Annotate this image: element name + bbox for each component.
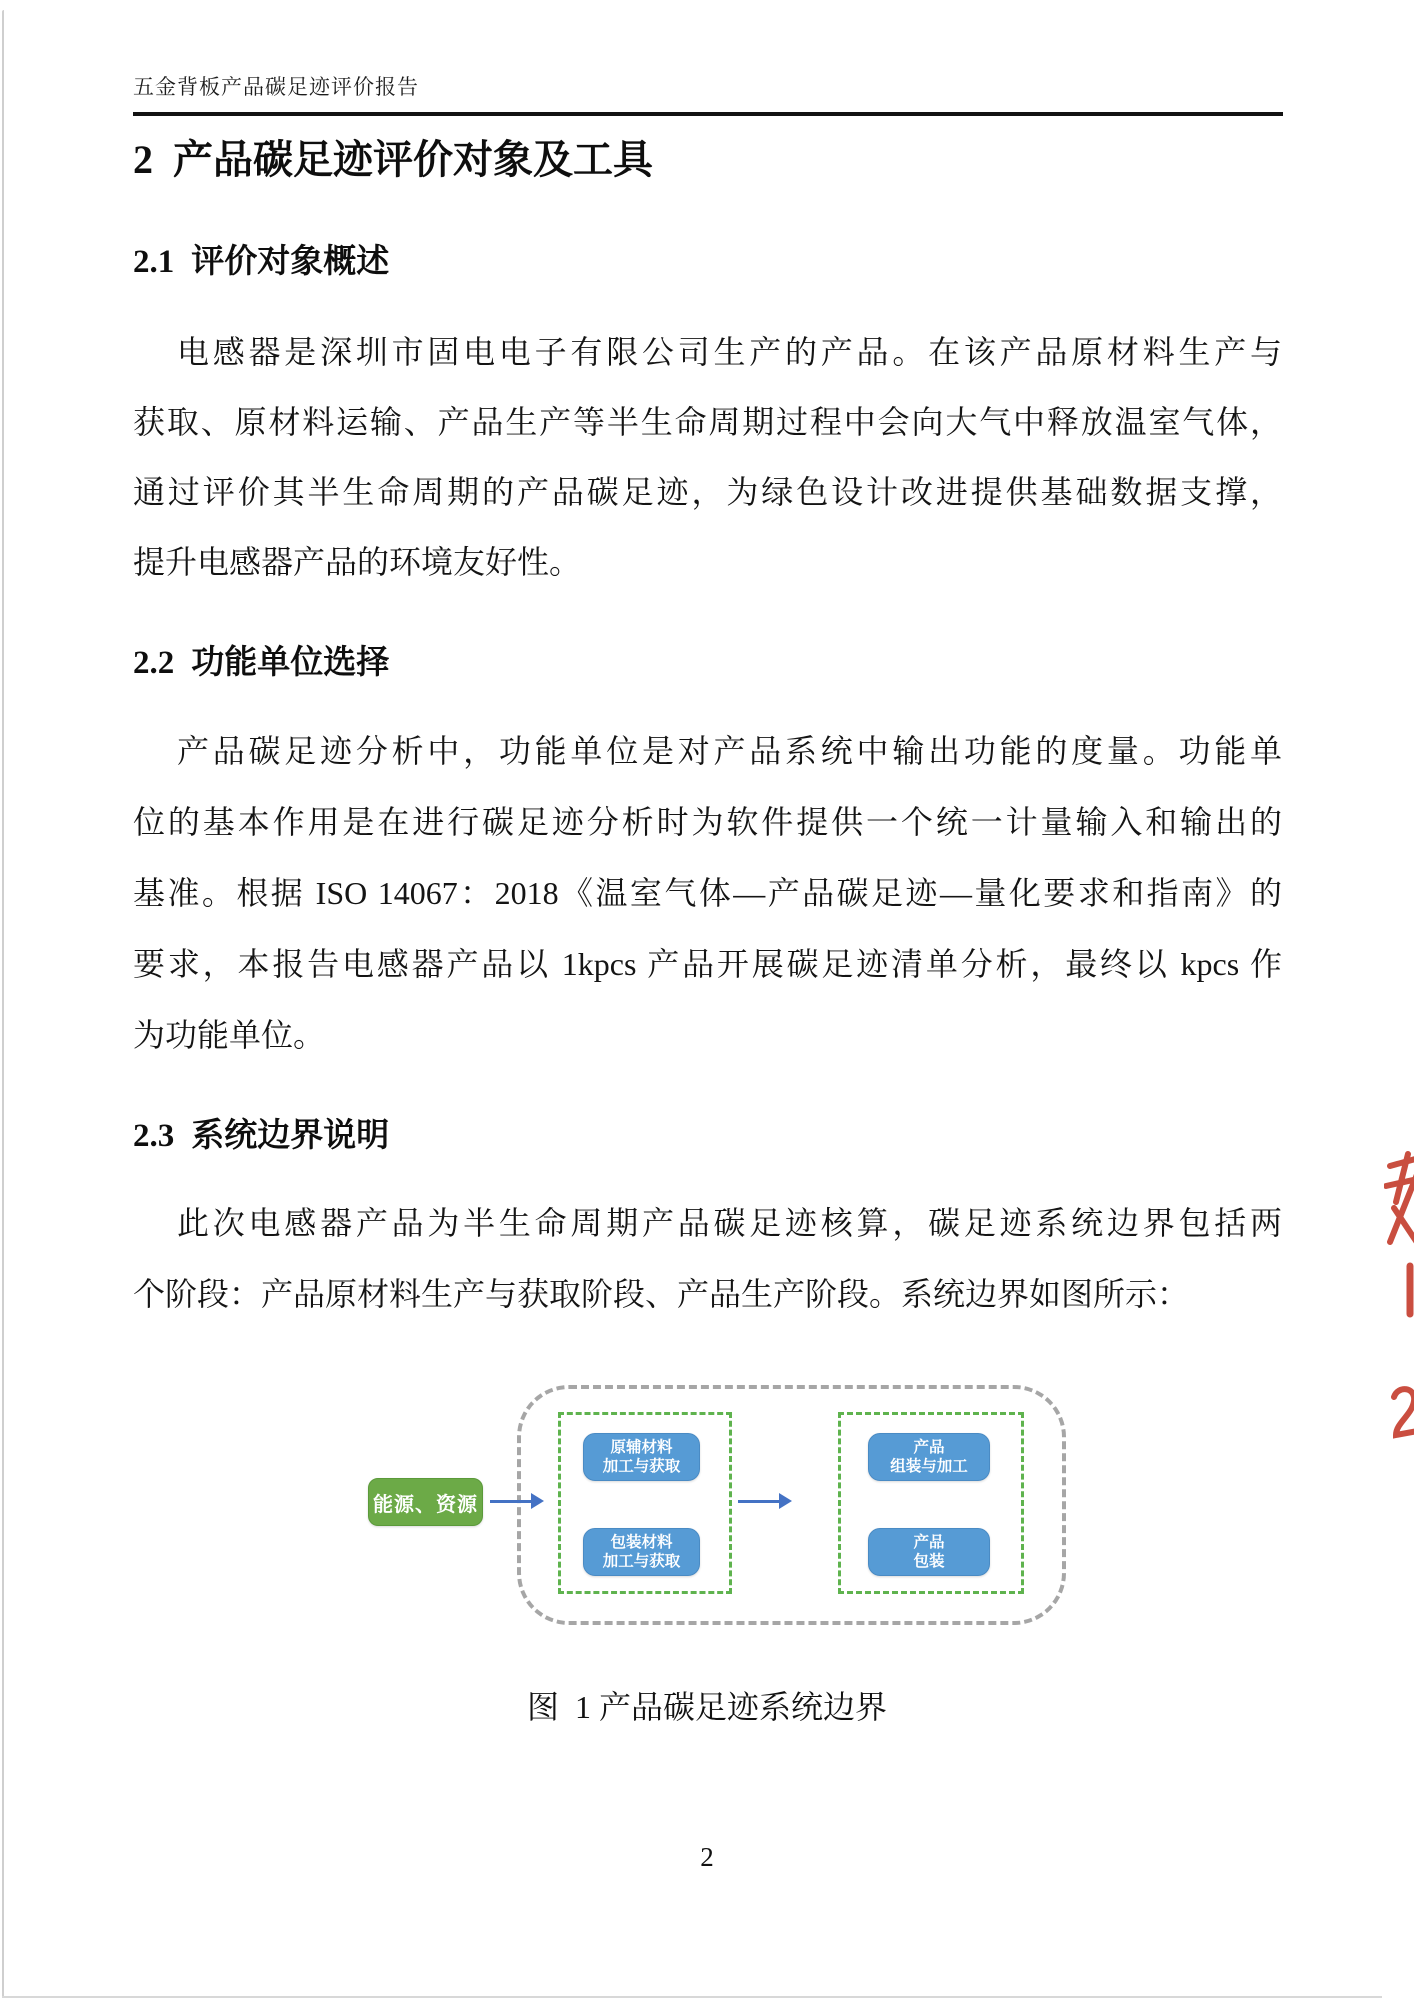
paragraph-line: 为功能单位。: [133, 1017, 326, 1053]
process-box-assembly: [868, 1433, 990, 1481]
process-box-line: 组装与加工: [890, 1458, 968, 1475]
paragraph-evaluation-object: [133, 317, 1282, 597]
section-title: 功能单位选择: [191, 645, 390, 681]
flow-arrow-1: [490, 1493, 544, 1509]
system-boundary-diagram: [280, 1375, 1080, 1645]
arrow-head-icon: [779, 1493, 792, 1509]
arrow-shaft: [738, 1500, 779, 1503]
paragraph-line: 提升电感器产品的环境友好性。: [133, 544, 582, 580]
paragraph-line: 位的基本作用是在进行碳足迹分析时为软件提供一个统一计量输入和输出的: [133, 804, 1282, 840]
paragraph-system-boundary: [133, 1188, 1282, 1330]
arrow-head-icon: [531, 1493, 544, 1509]
paragraph-line: 要求，本报告电感器产品以 1kpcs 产品开展碳足迹清单分析，最终以 kpcs 作: [133, 946, 1282, 982]
paragraph-line: 获取、原材料运输、产品生产等半生命周期过程中会向大气中释放温室气体，: [133, 404, 1282, 440]
stage-production: [838, 1412, 1024, 1594]
red-stamp-fragment-icon: [1384, 1150, 1414, 1261]
running-header: 五金背板产品碳足迹评价报告: [133, 75, 419, 99]
red-stamp-fragment-icon: [1388, 1383, 1414, 1450]
chapter-title: 产品碳足迹评价对象及工具: [173, 137, 653, 182]
paragraph-line: 产品碳足迹分析中，功能单位是对产品系统中输出功能的度量。功能单: [177, 733, 1282, 769]
process-box-line: 产品: [913, 1534, 945, 1551]
process-box-line: 产品: [913, 1439, 945, 1456]
paragraph-functional-unit: [133, 716, 1282, 1071]
flow-arrow-2: [738, 1493, 792, 1509]
paragraph-line: 电感器是深圳市固电电子有限公司生产的产品。在该产品原材料生产与: [177, 334, 1282, 370]
section-number: 2.2: [133, 645, 175, 681]
process-box-raw-material: [583, 1433, 700, 1481]
page-number: 2: [700, 1842, 714, 1872]
paragraph-line: 通过评价其半生命周期的产品碳足迹，为绿色设计改进提供基础数据支撑，: [133, 474, 1282, 510]
section-heading-2-3: [133, 1114, 1283, 1158]
paragraph-line: 基准。根据 ISO 14067：2018《温室气体—产品碳足迹—量化要求和指南》的: [133, 875, 1282, 911]
section-number: 2.3: [133, 1118, 175, 1154]
process-box-line: 加工与获取: [602, 1553, 681, 1570]
process-box-product-packaging: [868, 1528, 990, 1576]
energy-resource-box: 能源、资源: [368, 1478, 483, 1526]
figure-caption: 图 1 产品碳足迹系统边界: [526, 1689, 887, 1725]
stage-raw-material: [558, 1412, 732, 1594]
header-rule: [133, 112, 1283, 116]
section-heading-2-2: [133, 641, 1283, 685]
section-number: 2.1: [133, 244, 175, 280]
process-box-line: 加工与获取: [602, 1458, 681, 1475]
process-box-packaging-material: [583, 1528, 700, 1576]
red-stamp-fragment-icon: [1403, 1262, 1414, 1323]
section-title: 评价对象概述: [191, 244, 390, 280]
arrow-shaft: [490, 1500, 531, 1503]
process-box-line: 包装材料: [610, 1534, 673, 1551]
paragraph-line: 此次电感器产品为半生命周期产品碳足迹核算，碳足迹系统边界包括两: [177, 1205, 1282, 1241]
process-box-line: 原辅材料: [610, 1439, 673, 1456]
section-title: 系统边界说明: [191, 1118, 390, 1154]
chapter-number: 2: [133, 137, 153, 182]
scan-edge-bottom: [2, 1996, 1382, 1998]
section-heading-2-1: [133, 240, 1283, 284]
chapter-heading: [133, 132, 1283, 188]
process-box-line: 包装: [913, 1553, 945, 1570]
paragraph-line: 个阶段：产品原材料生产与获取阶段、产品生产阶段。系统边界如图所示：: [133, 1276, 1190, 1312]
